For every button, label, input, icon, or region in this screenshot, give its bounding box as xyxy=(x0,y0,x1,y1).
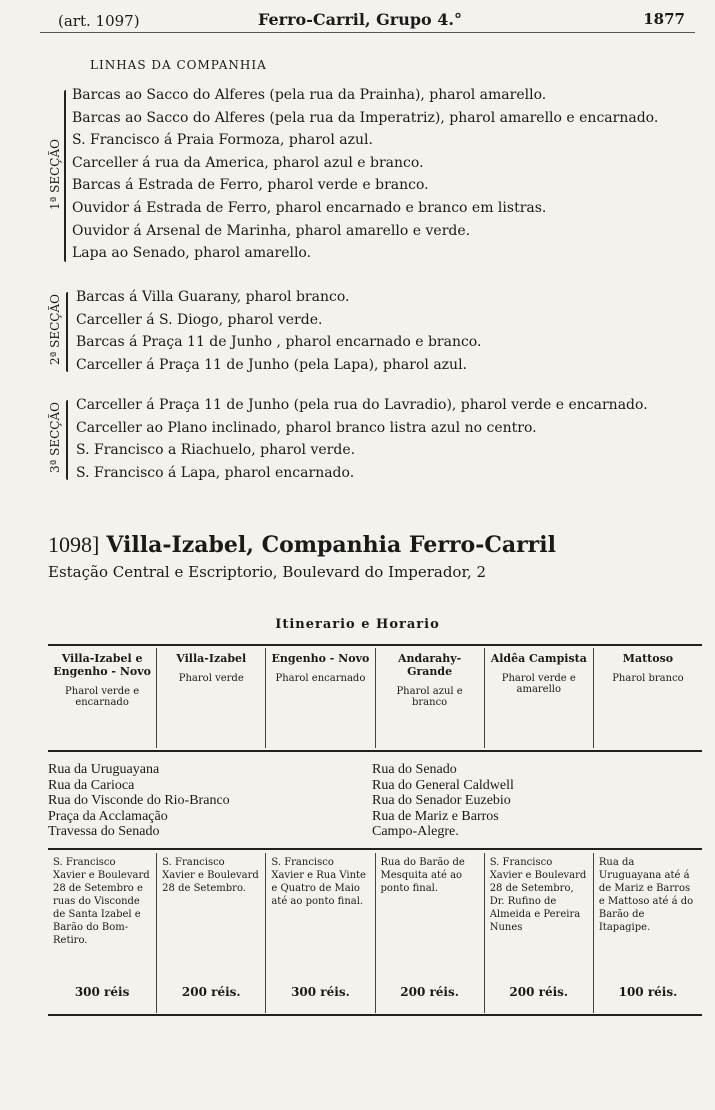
line-item: Carceller á Praça 11 de Junho (pela Lapa), pharol azul. xyxy=(76,356,467,373)
route-name: Villa-Izabel e Engenho - Novo xyxy=(53,652,151,678)
section-lines xyxy=(72,84,658,265)
continuation-column xyxy=(485,853,594,1013)
fare-price: 200 réis. xyxy=(181,985,241,999)
continuation-text: S. Francisco Xavier e Rua Vinte e Quatro de Maio até ao ponto final. xyxy=(271,857,366,907)
routes-table xyxy=(48,648,702,748)
streets-right xyxy=(372,762,514,840)
entry-number: 1098] xyxy=(48,532,100,557)
line-item: S. Francisco a Riachuelo, pharol verde. xyxy=(76,442,356,459)
line-item: Barcas á Estrada de Ferro, pharol verde e branco. xyxy=(72,177,429,194)
continuation-column xyxy=(266,853,375,1013)
section-brace xyxy=(66,292,68,372)
section-lines xyxy=(76,394,648,484)
line-item: Lapa ao Senado, pharol amarello. xyxy=(72,245,312,262)
continuation-column xyxy=(157,853,266,1013)
estacao-line: Estação Central e Escriptorio, Boulevard do Imperador, 2 xyxy=(48,563,487,581)
header-year: 1877 xyxy=(643,10,685,28)
section-brace xyxy=(66,400,68,480)
line-item: Carceller á Praça 11 de Junho (pela rua do Lavradio), pharol verde e encarnado. xyxy=(76,397,648,413)
continuation-text: Rua do Barão de Mesquita até ao ponto final. xyxy=(380,857,465,894)
line-item: Ouvidor á Arsenal de Marinha, pharol amarello e verde. xyxy=(72,222,471,239)
line-item: Barcas ao Sacco do Alferes (pela rua da Prainha), pharol amarello. xyxy=(72,87,547,103)
route-column xyxy=(376,648,485,748)
line-item: Barcas á Praça 11 de Junho , pharol encarnado e branco. xyxy=(76,334,482,351)
section-2 xyxy=(48,286,708,382)
continuation-column xyxy=(48,853,157,1013)
fare-price: 200 réis. xyxy=(509,985,569,999)
entry-heading xyxy=(48,532,556,558)
route-pharol: Pharol verde e encarnado xyxy=(65,686,140,708)
section-lines xyxy=(76,286,481,376)
linhas-heading: LINHAS DA COMPANHIA xyxy=(90,58,267,72)
fare-price: 100 réis. xyxy=(618,985,678,999)
route-pharol: Pharol verde xyxy=(178,673,244,684)
route-name: Engenho - Novo xyxy=(271,652,370,665)
line-item: S. Francisco á Lapa, pharol encarnado. xyxy=(76,464,355,481)
line-item: Barcas ao Sacco do Alferes (pela rua da Imperatriz), pharol amarello e encarnado. xyxy=(72,109,659,126)
route-column xyxy=(266,648,375,748)
section-brace xyxy=(64,90,66,262)
page-header xyxy=(58,10,685,32)
fare-price: 300 réis xyxy=(74,985,130,999)
section-1 xyxy=(48,84,708,274)
fare-price: 300 réis. xyxy=(291,985,350,999)
itinerario-title: Itinerario e Horario xyxy=(275,617,440,632)
fare-price: 200 réis. xyxy=(400,985,459,999)
street-item: Rua do General Caldwell xyxy=(372,777,514,793)
street-item: Travessa do Senado xyxy=(48,824,160,839)
line-item: Barcas á Villa Guarany, pharol branco. xyxy=(76,289,350,305)
table-top-rule xyxy=(48,644,702,646)
article-range: (art. 1097) xyxy=(58,12,140,30)
street-item: Rua do Senado xyxy=(372,762,457,777)
section-label: 2ª SECÇÃO xyxy=(48,294,62,365)
route-name: Aldêa Campista xyxy=(490,652,587,665)
route-column xyxy=(594,648,702,748)
street-item: Campo-Alegre. xyxy=(372,824,459,839)
section-label: 3ª SECÇÃO xyxy=(48,402,62,473)
route-column xyxy=(485,648,594,748)
route-column xyxy=(157,648,266,748)
street-item: Rua do Senador Euzebio xyxy=(372,793,511,808)
line-item: Ouvidor á Estrada de Ferro, pharol encarnado e branco em listras. xyxy=(72,199,547,216)
line-item: S. Francisco á Praia Formoza, pharol azul. xyxy=(72,132,373,149)
line-item: Carceller á rua da America, pharol azul e branco. xyxy=(72,154,424,171)
street-item: Rua do Visconde do Rio-Branco xyxy=(48,793,230,808)
route-pharol: Pharol encarnado xyxy=(275,673,366,684)
header-title: Ferro-Carril, Grupo 4.° xyxy=(258,10,462,29)
route-column xyxy=(48,648,157,748)
line-item: Carceller ao Plano inclinado, pharol branco listra azul no centro. xyxy=(76,419,537,436)
route-pharol: Pharol branco xyxy=(612,673,684,684)
route-pharol: Pharol azul e branco xyxy=(396,686,463,708)
table-lower-rule xyxy=(48,848,702,850)
streets-left xyxy=(48,762,230,840)
continuation-column xyxy=(594,853,702,1013)
line-item: Carceller á S. Diogo, pharol verde. xyxy=(76,311,323,328)
continuation-text: S. Francisco Xavier e Boulevard 28 de Setembro e ruas do Visconde de Santa Izabel e Barão do Bom-Retiro. xyxy=(53,857,150,946)
continuation-text: Rua da Uruguayana até á de Mariz e Barros e Mattoso até á do Barão de Itapagipe. xyxy=(598,857,694,933)
table-mid-rule xyxy=(48,750,702,752)
section-label: 1ª SECÇÃO xyxy=(48,139,62,210)
continuation-column xyxy=(376,853,485,1013)
continuation-table xyxy=(48,853,702,1013)
entry-name: Villa-Izabel, Companhia Ferro-Carril xyxy=(106,532,556,558)
section-3 xyxy=(48,394,708,490)
route-name: Villa-Izabel xyxy=(176,652,247,665)
route-name: Andarahy-Grande xyxy=(397,652,462,678)
street-item: Praça da Acclamação xyxy=(48,808,168,824)
header-rule xyxy=(40,32,695,33)
street-item: Rua da Carioca xyxy=(48,777,135,793)
table-bottom-rule xyxy=(48,1014,702,1016)
route-name: Mattoso xyxy=(622,652,674,665)
continuation-text: S. Francisco Xavier e Boulevard 28 de Setembro. xyxy=(162,857,259,894)
continuation-text: S. Francisco Xavier e Boulevard 28 de Setembro, Dr. Rufino de Almeida e Pereira Nunes xyxy=(489,857,587,933)
street-item: Rua de Mariz e Barros xyxy=(372,808,499,824)
street-item: Rua da Uruguayana xyxy=(48,762,160,777)
route-pharol: Pharol verde e amarello xyxy=(501,673,576,695)
